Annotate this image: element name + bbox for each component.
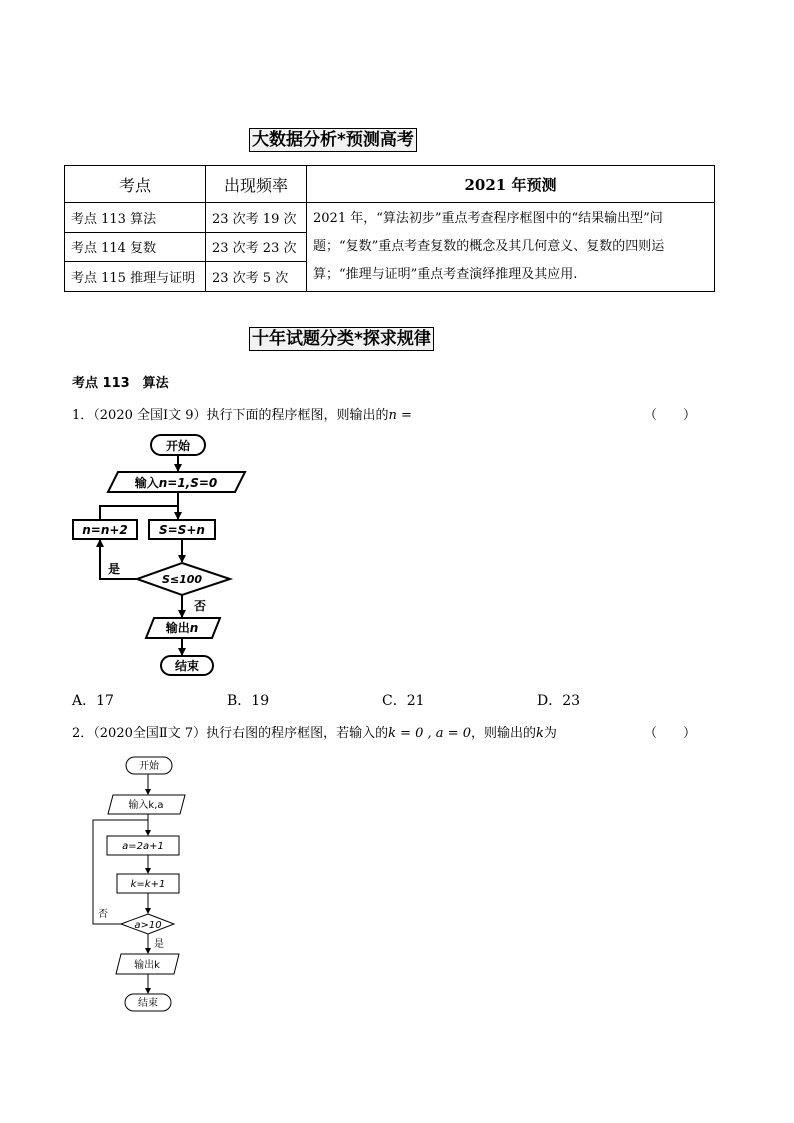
prediction-cell: 2021 年，“算法初步”重点考查程序框图中的“结果输出型”问题；“复数”重点考查复数的概念及其几何意义、复数的四则运算；“推理与证明”重点考查演绎推理及其应用. <box>307 203 715 292</box>
question-1-stem <box>72 404 412 423</box>
flow1-update-s-label: S=S+n <box>159 523 205 537</box>
flow2-condition-label: a>10 <box>134 920 162 931</box>
flow2-input-label: 输入k,a <box>128 800 164 811</box>
flowchart-2 <box>85 752 215 1017</box>
question-2-text-c: 为 <box>543 726 557 741</box>
table-row <box>65 203 715 233</box>
frequency-cell: 23 次考 5 次 <box>206 262 307 292</box>
frequency-cell: 23 次考 19 次 <box>206 203 307 233</box>
flow1-start-label: 开始 <box>165 439 191 453</box>
header-big-data-analysis: 大数据分析*预测高考 <box>249 128 417 152</box>
flow2-end-label: 结束 <box>138 998 158 1009</box>
question-1-text: 1．（2020 全国Ⅰ文 9）执行下面的程序框图，则输出的 <box>72 408 389 423</box>
option-b: B．19 <box>227 693 270 709</box>
flow1-update-n-label: n=n+2 <box>82 523 128 537</box>
flow2-yes-label: 是 <box>154 939 164 950</box>
flow2-no-label: 否 <box>98 909 108 920</box>
frequency-cell: 23 次考 23 次 <box>206 232 307 262</box>
topic-cell: 考点 114 复数 <box>65 232 206 262</box>
flow1-end-label: 结束 <box>174 659 200 673</box>
header-prediction: 2021 年预测 <box>307 166 715 203</box>
flow2-output-label: 输出k <box>134 960 160 971</box>
flowchart-1 <box>60 430 260 680</box>
question-2-answer-paren: （ ） <box>644 726 697 741</box>
question-2-text-b: ，则输出的 <box>471 726 537 741</box>
question-1-eq: = <box>396 408 412 423</box>
flow2-step2-label: k=k+1 <box>130 879 166 890</box>
flow1-condition-label: S≤100 <box>161 573 203 586</box>
flow1-yes-label: 是 <box>107 562 121 576</box>
section-title: 考点 113 算法 <box>72 376 169 391</box>
exam-stats-table <box>64 165 715 292</box>
header-ten-year-classification: 十年试题分类*探求规律 <box>249 327 434 351</box>
flow1-output-label: 输出n <box>165 621 199 635</box>
option-c: C．21 <box>382 693 425 709</box>
question-2-var: k <box>536 726 544 741</box>
flow2-step1-label: a=2a+1 <box>122 841 164 852</box>
header-topic: 考点 <box>65 166 206 203</box>
table-header-row <box>65 166 715 203</box>
flow1-input-label: 输入n=1,S=0 <box>134 476 218 490</box>
flow1-no-label: 否 <box>193 599 207 613</box>
question-2-stem <box>72 722 557 741</box>
question-1-var: n <box>388 408 397 423</box>
flow2-start-label: 开始 <box>139 761 159 772</box>
topic-cell: 考点 113 算法 <box>65 203 206 233</box>
option-d: D．23 <box>537 693 581 709</box>
option-a: A．17 <box>72 693 114 709</box>
question-2-condition: k = 0 , a = 0 <box>388 726 471 741</box>
header-frequency: 出现频率 <box>206 166 307 203</box>
question-2-text-a: 2．（2020全国Ⅱ文 7）执行右图的程序框图，若输入的 <box>72 726 389 741</box>
topic-cell: 考点 115 推理与证明 <box>65 262 206 292</box>
question-1-answer-paren: （ ） <box>644 408 697 423</box>
